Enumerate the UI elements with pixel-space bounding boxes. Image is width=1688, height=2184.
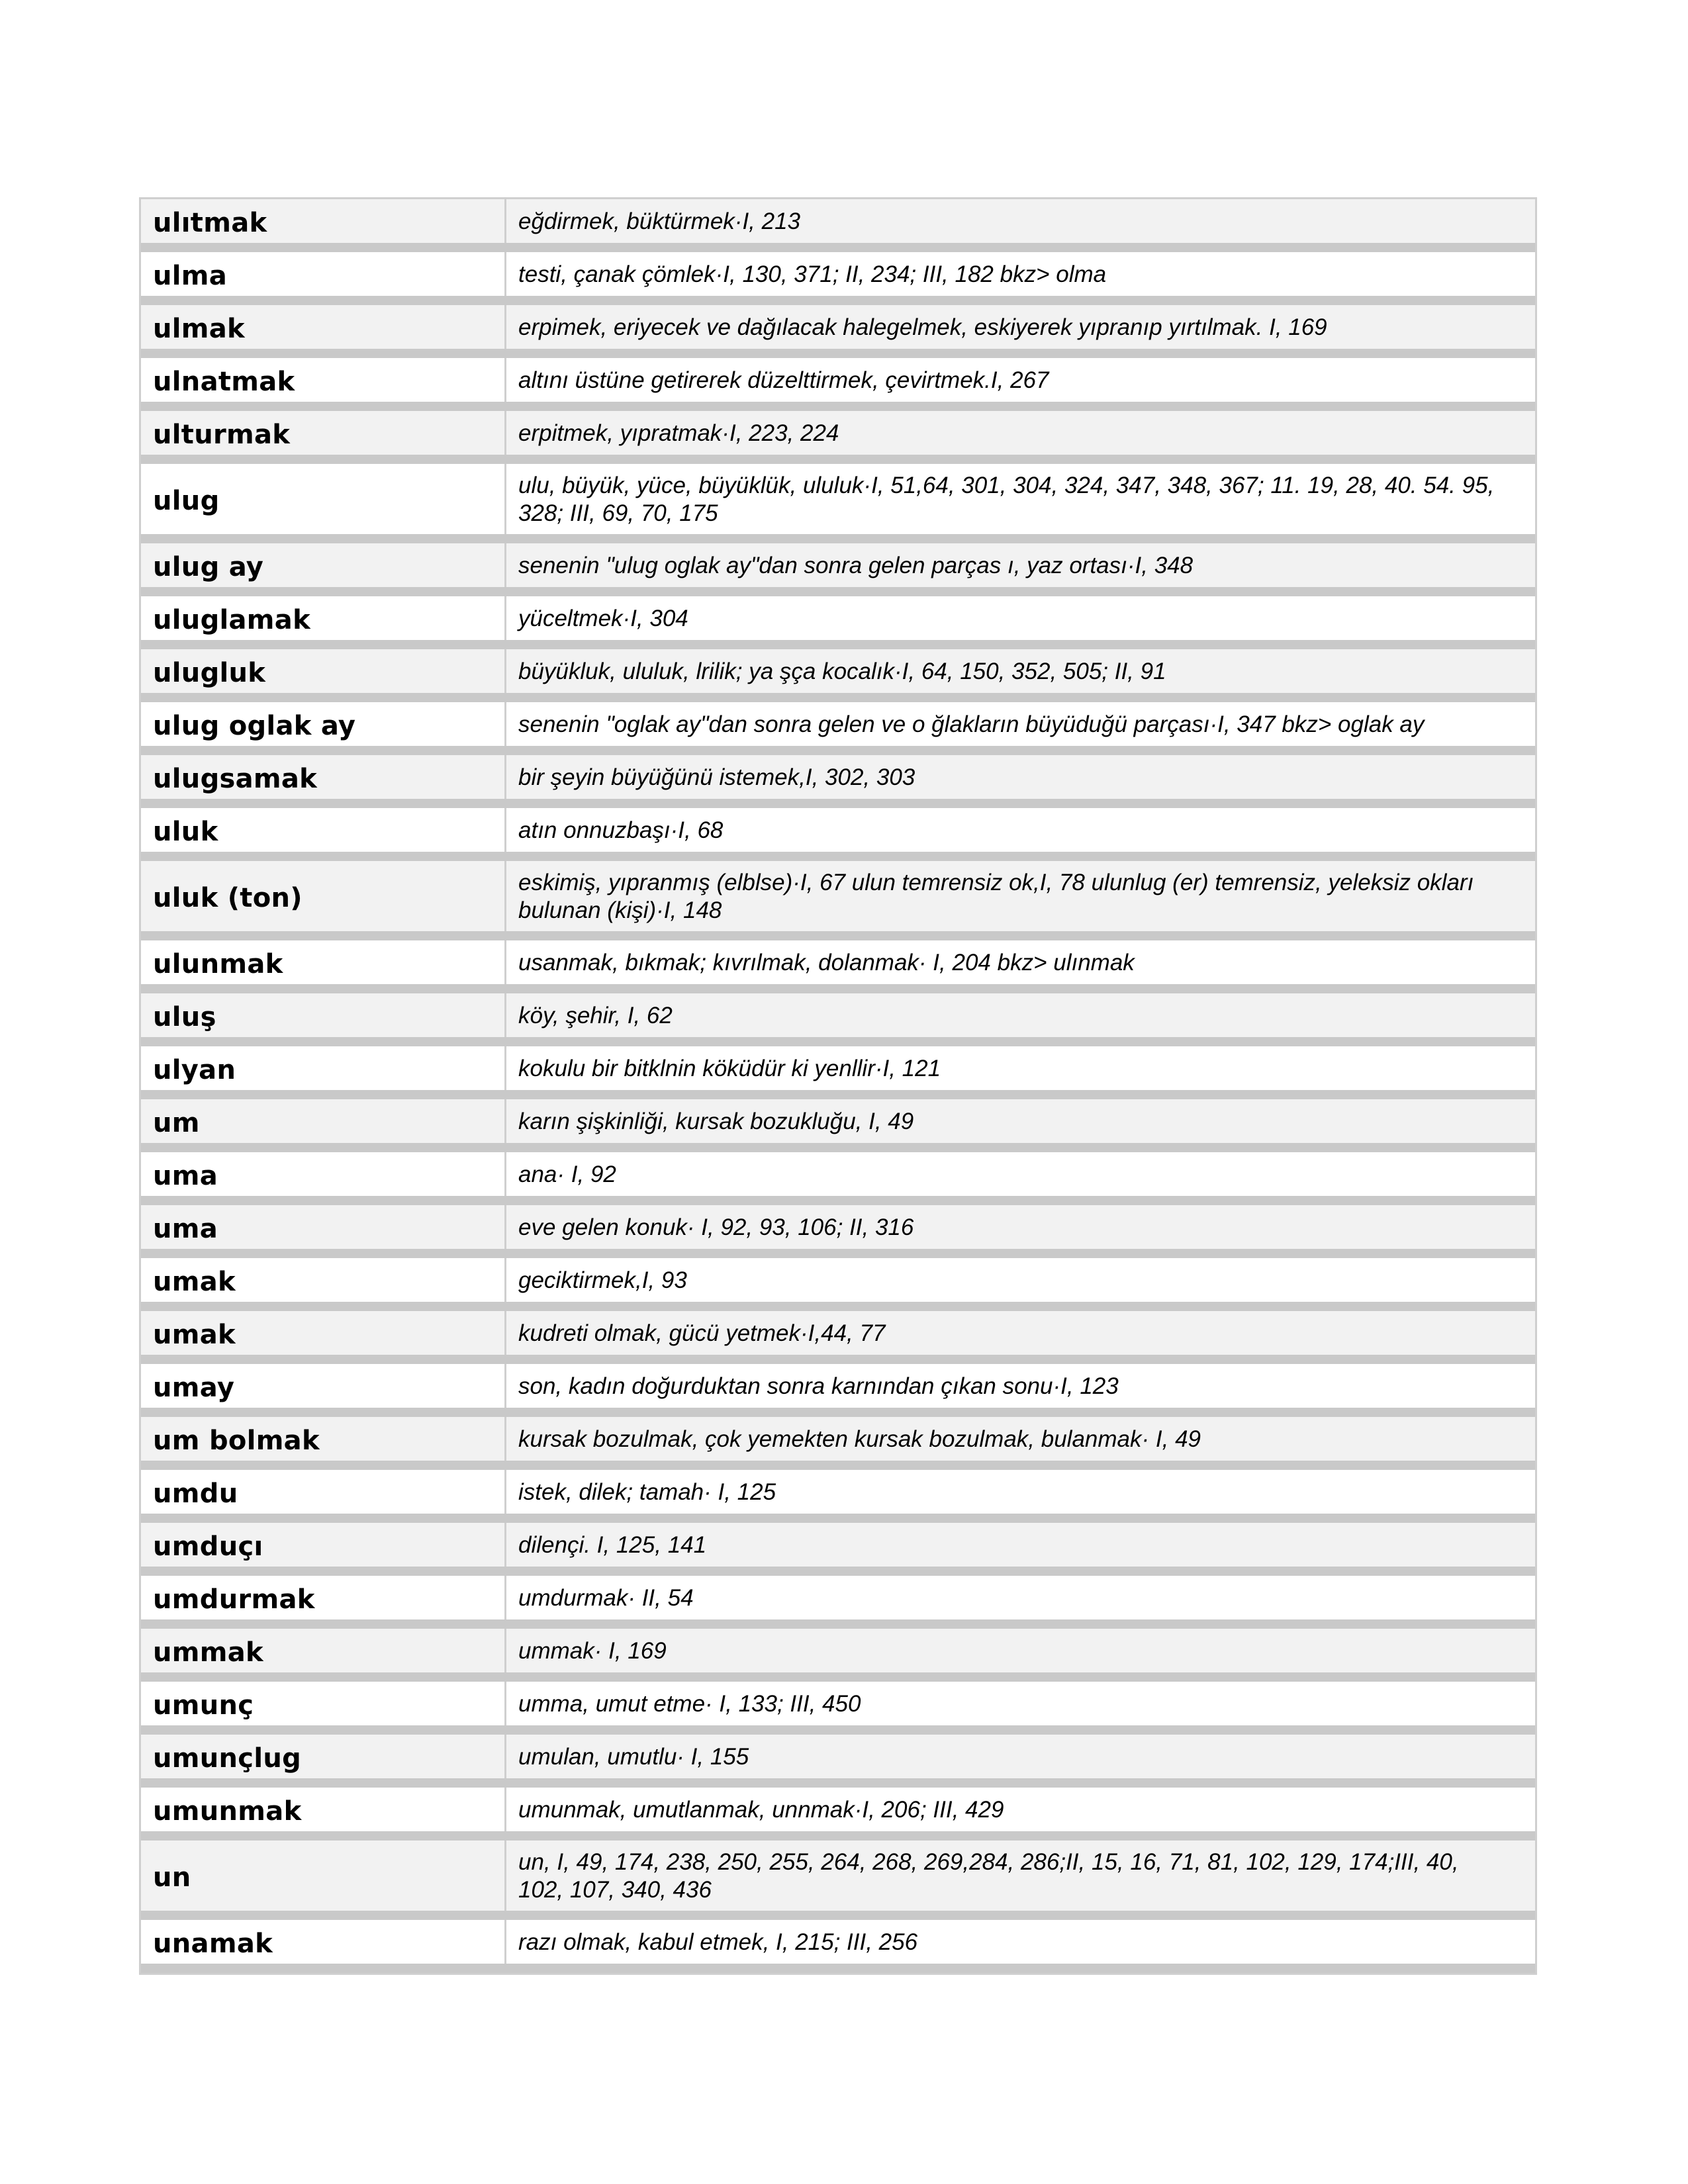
- definition-cell: umunmak, umutlanmak, unnmak·I, 206; III, 429: [518, 1797, 1004, 1823]
- term-cell: um: [141, 1099, 506, 1143]
- term-cell: ulnatmak: [141, 358, 506, 402]
- table-row: [141, 1364, 1535, 1417]
- term-cell: uluş: [141, 993, 506, 1037]
- definition-cell: umma, umut etme· I, 133; III, 450: [518, 1691, 861, 1717]
- definition-cell: erpimek, eriyecek ve dağılacak halegelmek, eskiyerek yıpranıp yırtılmak. I, 169: [518, 314, 1327, 340]
- definition-cell: un, I, 49, 174, 238, 250, 255, 264, 268, 269,284, 286;II, 15, 16, 71, 81, 102, 129, 174;III, 40, 102, 107, 340, 436: [518, 1849, 1459, 1903]
- table-row: [141, 755, 1535, 808]
- table-row: [141, 1046, 1535, 1099]
- table-row: [141, 1311, 1535, 1364]
- table-row: [141, 940, 1535, 993]
- term-cell: uluk: [141, 808, 506, 852]
- table-row: [141, 358, 1535, 411]
- definition-cell: usanmak, bıkmak; kıvrılmak, dolanmak· I, 204 bkz> ulınmak: [518, 950, 1135, 976]
- definition-cell: köy, şehir, I, 62: [518, 1003, 673, 1028]
- term-cell: umdu: [141, 1470, 506, 1514]
- table-row: [141, 1920, 1535, 1973]
- term-cell: umay: [141, 1364, 506, 1408]
- definition-cell: atın onnuzbaşı·I, 68: [518, 817, 724, 843]
- table-row: [141, 411, 1535, 464]
- table-row: [141, 1470, 1535, 1523]
- table-row: [141, 1629, 1535, 1682]
- term-cell: ulunmak: [141, 940, 506, 984]
- table-row: [141, 543, 1535, 596]
- term-cell: umdurmak: [141, 1576, 506, 1619]
- table-row: [141, 1099, 1535, 1152]
- term-cell: uma: [141, 1205, 506, 1249]
- definition-cell: son, kadın doğurduktan sonra karnından çıkan sonu·I, 123: [518, 1373, 1119, 1399]
- definition-cell: yüceltmek·I, 304: [518, 606, 688, 631]
- term-cell: ulma: [141, 252, 506, 296]
- table-row: [141, 861, 1535, 940]
- term-cell: ulturmak: [141, 411, 506, 455]
- definition-cell: erpitmek, yıpratmak·I, 223, 224: [518, 420, 839, 446]
- term-cell: umunç: [141, 1682, 506, 1725]
- table-row: [141, 1788, 1535, 1841]
- table-row: [141, 305, 1535, 358]
- definition-cell: dilençi. I, 125, 141: [518, 1532, 707, 1558]
- table-row: [141, 702, 1535, 755]
- definition-cell: ulu, büyük, yüce, büyüklük, ululuk·I, 51,64, 301, 304, 324, 347, 348, 367; 11. 19, 28, 40. 54. 95, 328; III, 69, 70, 175: [518, 473, 1495, 526]
- definition-cell: geciktirmek,I, 93: [518, 1267, 687, 1293]
- table-row: [141, 252, 1535, 305]
- table-row: [141, 199, 1535, 252]
- table-row: [141, 1417, 1535, 1470]
- definition-cell: altını üstüne getirerek düzelttirmek, çevirtmek.I, 267: [518, 367, 1049, 393]
- term-cell: um bolmak: [141, 1417, 506, 1461]
- definition-cell: bir şeyin büyüğünü istemek,I, 302, 303: [518, 764, 915, 790]
- definition-cell: testi, çanak çömlek·I, 130, 371; II, 234; III, 182 bkz> olma: [518, 261, 1107, 287]
- term-cell: umunmak: [141, 1788, 506, 1831]
- definition-cell: umdurmak· II, 54: [518, 1585, 694, 1611]
- definition-cell: kokulu bir bitklnin köküdür ki yenllir·I, 121: [518, 1056, 941, 1081]
- table-row: [141, 1205, 1535, 1258]
- term-cell: ummak: [141, 1629, 506, 1672]
- table-row: [141, 1841, 1535, 1920]
- table-row: [141, 1682, 1535, 1735]
- term-cell: ulyan: [141, 1046, 506, 1090]
- table-row: [141, 1152, 1535, 1205]
- table-row: [141, 808, 1535, 861]
- term-cell: ulugluk: [141, 649, 506, 693]
- term-cell: uma: [141, 1152, 506, 1196]
- table-row: [141, 596, 1535, 649]
- definition-cell: istek, dilek; tamah· I, 125: [518, 1479, 776, 1505]
- table-row: [141, 993, 1535, 1046]
- definition-cell: büyükluk, ululuk, lrilik; ya şça kocalık·I, 64, 150, 352, 505; II, 91: [518, 659, 1166, 684]
- term-cell: ulug: [141, 464, 506, 534]
- table-row: [141, 1258, 1535, 1311]
- definition-cell: razı olmak, kabul etmek, I, 215; III, 256: [518, 1929, 918, 1955]
- term-cell: umunçlug: [141, 1735, 506, 1778]
- table-row: [141, 1735, 1535, 1788]
- definition-cell: karın şişkinliği, kursak bozukluğu, I, 49: [518, 1109, 914, 1134]
- term-cell: unamak: [141, 1920, 506, 1964]
- term-cell: umak: [141, 1311, 506, 1355]
- term-cell: uluglamak: [141, 596, 506, 640]
- term-cell: umak: [141, 1258, 506, 1302]
- term-cell: uluk (ton): [141, 861, 506, 931]
- term-cell: ulug oglak ay: [141, 702, 506, 746]
- definition-cell: senenin "ulug oglak ay"dan sonra gelen parças ı, yaz ortası·I, 348: [518, 553, 1194, 578]
- table-row: [141, 1576, 1535, 1629]
- definition-cell: eğdirmek, büktürmek·I, 213: [518, 208, 801, 234]
- definition-cell: ummak· I, 169: [518, 1638, 667, 1664]
- term-cell: ulmak: [141, 305, 506, 349]
- definition-cell: eskimiş, yıpranmış (elblse)·I, 67 ulun temrensiz ok,I, 78 ulunlug (er) temrensiz, yeleksiz okları bulunan (kişi)·I, 148: [518, 870, 1474, 923]
- definition-cell: kudreti olmak, gücü yetmek·I,44, 77: [518, 1320, 886, 1346]
- term-cell: ulıtmak: [141, 199, 506, 243]
- definition-cell: senenin "oglak ay"dan sonra gelen ve o ğlakların büyüduğü parçası·I, 347 bkz> oglak ay: [518, 711, 1425, 737]
- table-row: [141, 1523, 1535, 1576]
- definition-cell: umulan, umutlu· I, 155: [518, 1744, 749, 1770]
- definition-cell: ana· I, 92: [518, 1161, 616, 1187]
- table-row: [141, 649, 1535, 702]
- table-row: [141, 464, 1535, 543]
- term-cell: ulug ay: [141, 543, 506, 587]
- term-cell: un: [141, 1841, 506, 1911]
- term-cell: umduçı: [141, 1523, 506, 1567]
- term-cell: ulugsamak: [141, 755, 506, 799]
- definition-cell: kursak bozulmak, çok yemekten kursak bozulmak, bulanmak· I, 49: [518, 1426, 1201, 1452]
- glossary-table: [139, 197, 1537, 1975]
- definition-cell: eve gelen konuk· I, 92, 93, 106; II, 316: [518, 1214, 914, 1240]
